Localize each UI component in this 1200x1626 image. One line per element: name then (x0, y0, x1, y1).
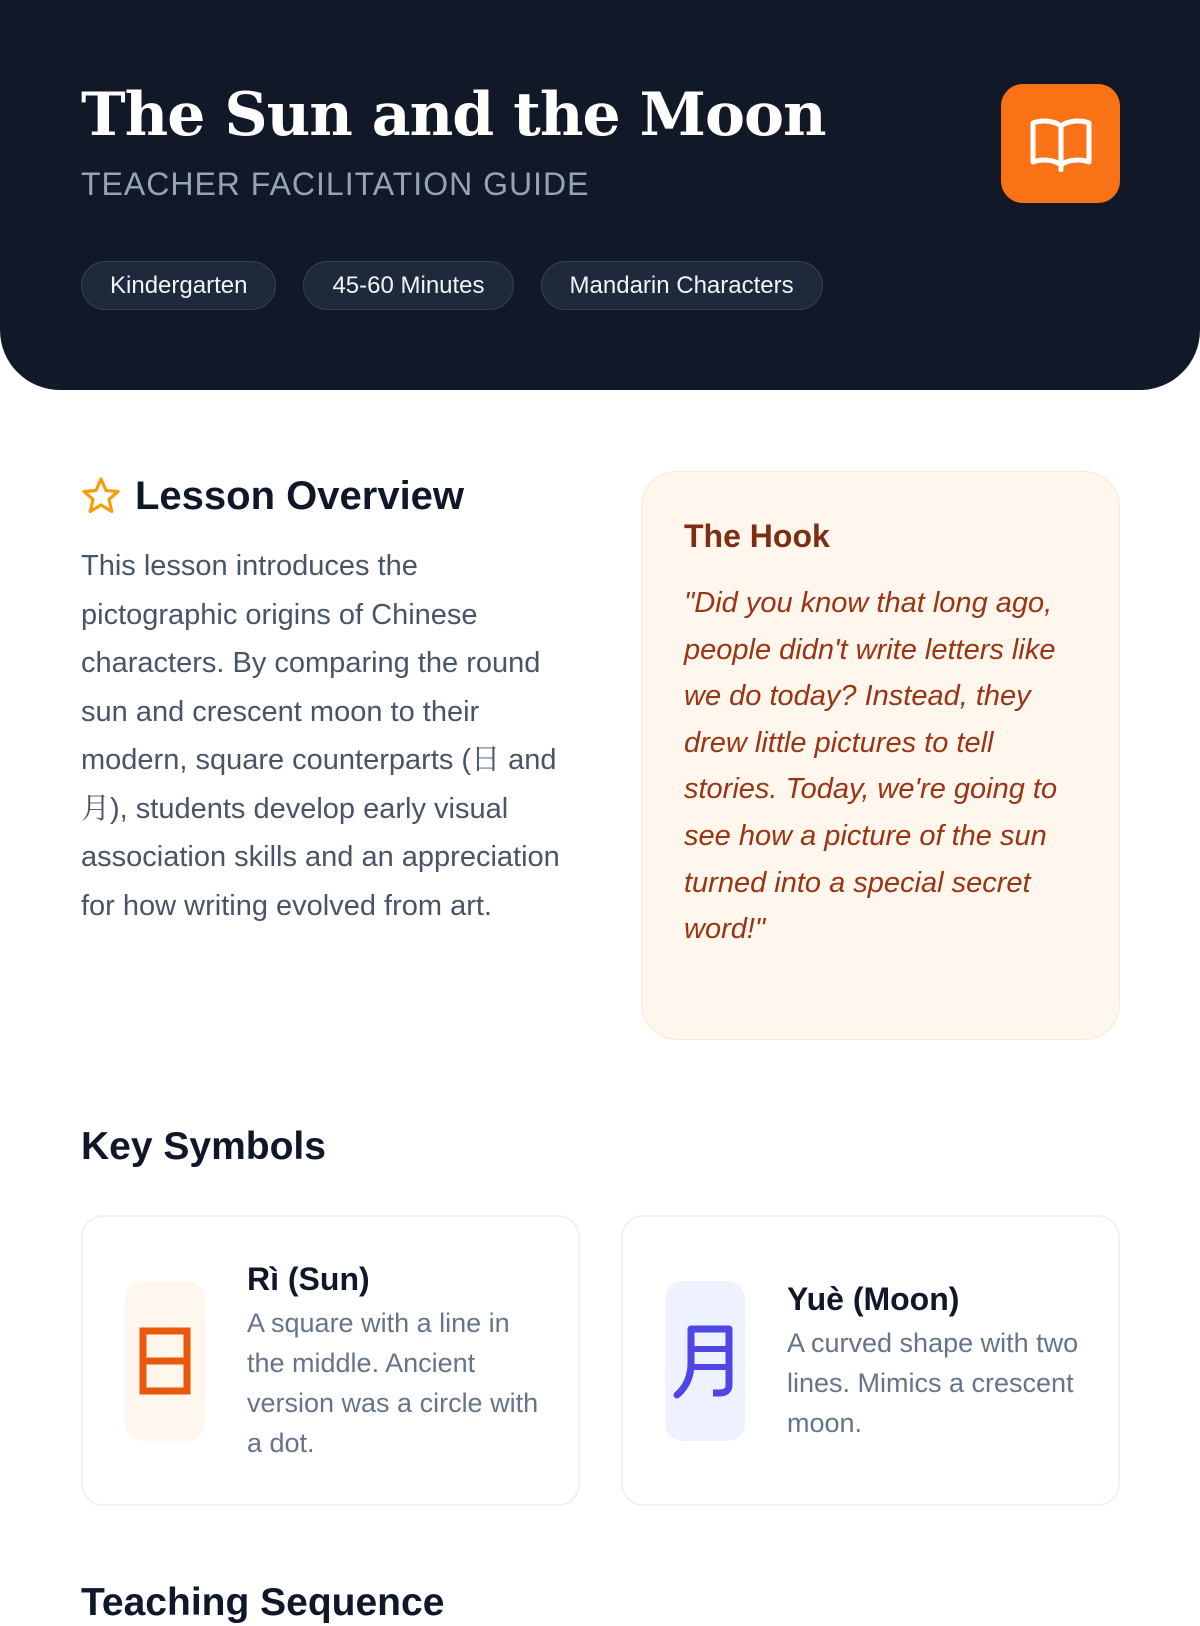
hook-card (641, 471, 1120, 1040)
sun-card-description: A square with a line in the middle. Ancient version was a circle with a dot. (247, 1307, 539, 1458)
symbol-card-moon (621, 1215, 1120, 1506)
moon-character-box (665, 1281, 745, 1441)
tag-grade: Kindergarten (81, 261, 276, 310)
hook-quote: "Did you know that long ago, people didn't write letters like we do today? Instead, they drew little pictures to tell stories. Today, we're going to see how a picture of the sun turned into a special secret word!" (684, 587, 1058, 946)
lesson-overview-text: This lesson introduces the pictographic origins of Chinese characters. By comparing the round sun and crescent moon to their modern, square counterparts (日 and 月), students develop early visual association skills and an appreciation for how writing evolved from art. (81, 550, 560, 922)
lesson-overview-section (81, 470, 561, 930)
moon-card-body (787, 1279, 1087, 1443)
sun-card-body (247, 1259, 547, 1463)
teaching-sequence-title: Teaching Sequence (81, 1581, 445, 1624)
hook-title: The Hook (684, 518, 830, 554)
symbol-card-sun (81, 1215, 580, 1506)
lesson-tags (81, 261, 823, 310)
moon-card-title: Yuè (Moon) (787, 1280, 960, 1317)
page-subtitle: TEACHER FACILITATION GUIDE (81, 166, 590, 202)
lesson-overview-title: Lesson Overview (135, 473, 465, 518)
sun-card-title: Rì (Sun) (247, 1260, 370, 1297)
sun-character-box (125, 1281, 205, 1441)
lesson-overview-heading (81, 470, 561, 522)
star-icon (81, 476, 121, 516)
page-title: The Sun and the Moon (81, 80, 826, 150)
open-book-button[interactable] (1001, 84, 1120, 203)
lesson-header (0, 0, 1200, 390)
open-book-icon (1029, 116, 1093, 172)
moon-card-description: A curved shape with two lines. Mimics a crescent moon. (787, 1327, 1079, 1438)
sun-character-glyph (135, 1325, 195, 1397)
key-symbols-title: Key Symbols (81, 1125, 326, 1168)
tag-subject: Mandarin Characters (541, 261, 823, 310)
moon-character-glyph (671, 1323, 739, 1399)
tag-duration: 45-60 Minutes (303, 261, 513, 310)
